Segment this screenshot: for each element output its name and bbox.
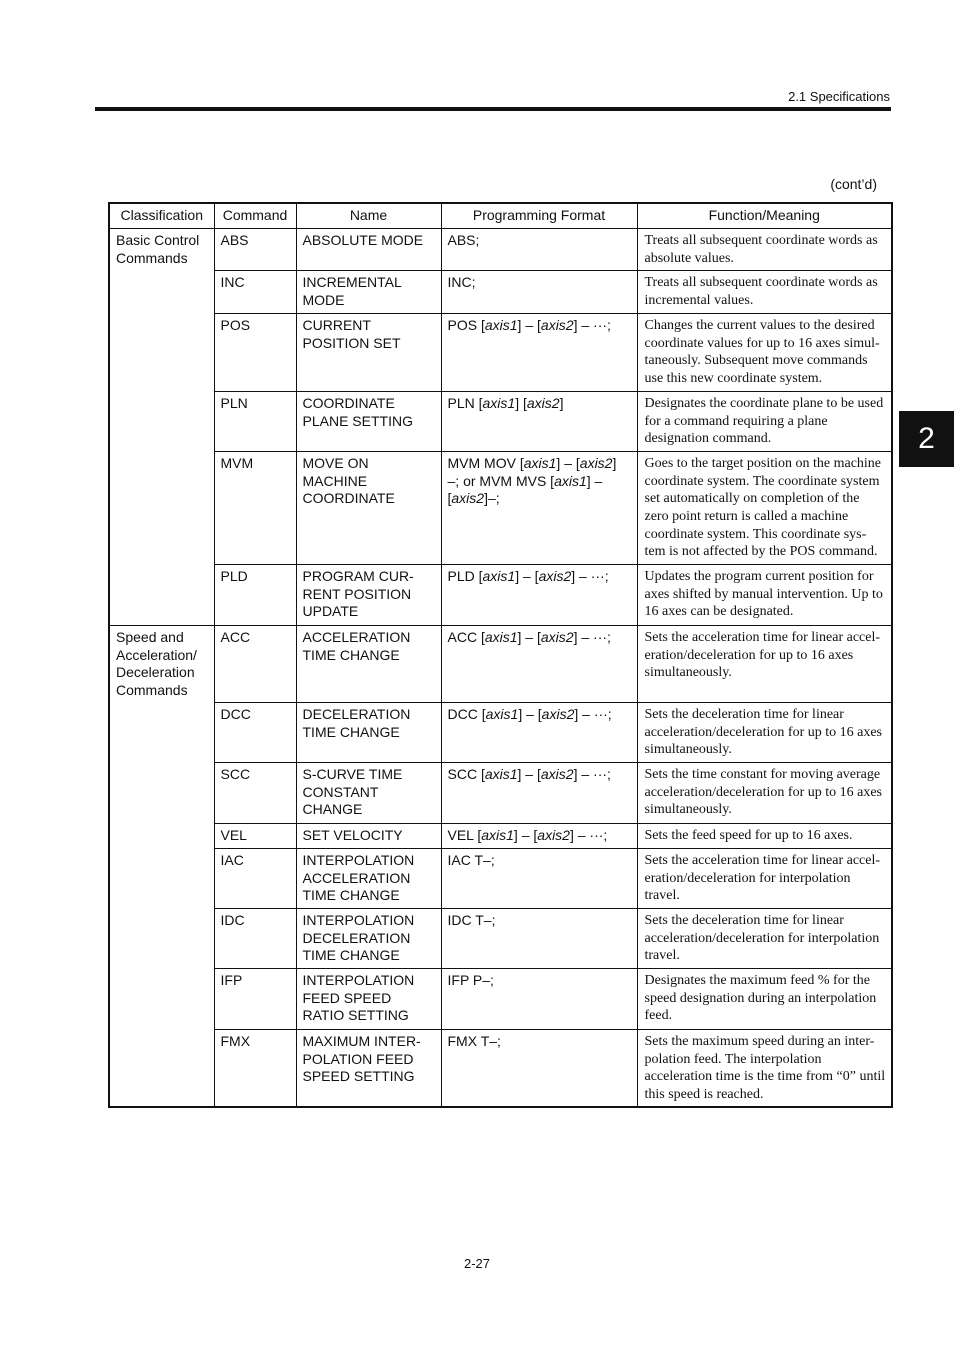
cell-function: Changes the current values to the desired coordinate values for up to 16 axes simul- taneously. Subsequent move commands use this new coordinate system. (637, 314, 892, 392)
table-row (109, 392, 892, 452)
table-row (109, 314, 892, 392)
table-row (109, 969, 892, 1030)
cell-format: IFP P–; (441, 969, 637, 1030)
cell-format: VEL [axis1] – [axis2] – ···; (441, 824, 637, 849)
cell-command: SCC (214, 763, 296, 824)
header-classification: Classification (109, 203, 214, 229)
cell-name: INTERPOLATION DECELERATION TIME CHANGE (296, 909, 441, 969)
cell-name: INTERPOLATION FEED SPEED RATIO SETTING (296, 969, 441, 1030)
cell-format: PLD [axis1] – [axis2] – ···; (441, 565, 637, 626)
table-row (109, 824, 892, 849)
table-row (109, 1030, 892, 1108)
cell-function: Updates the program current position for axes shifted by manual intervention. Up to 16 axes can be designated. (637, 565, 892, 626)
cell-classification (109, 392, 214, 452)
cell-command: ABS (214, 229, 296, 271)
section-header: 2.1 Specifications (788, 89, 890, 104)
cell-name: CURRENT POSITION SET (296, 314, 441, 392)
cell-command: IFP (214, 969, 296, 1030)
cell-format: ABS; (441, 229, 637, 271)
cell-classification (109, 824, 214, 849)
command-table (108, 202, 893, 1108)
continued-label: (cont’d) (830, 176, 877, 192)
header-format: Programming Format (441, 203, 637, 229)
cell-name: ABSOLUTE MODE (296, 229, 441, 271)
table-row (109, 565, 892, 626)
table-row (109, 909, 892, 969)
cell-format: DCC [axis1] – [axis2] – ···; (441, 703, 637, 763)
cell-classification (109, 271, 214, 314)
cell-command: PLD (214, 565, 296, 626)
cell-format: SCC [axis1] – [axis2] – ···; (441, 763, 637, 824)
cell-classification (109, 909, 214, 969)
header-command: Command (214, 203, 296, 229)
table-row (109, 271, 892, 314)
cell-function: Goes to the target position on the machine coordinate system. The coordinate system set automatically on completion of the zero point return is called a machine coordinate system. This coordinate sys- tem is not affected by the POS command. (637, 452, 892, 565)
cell-format: INC; (441, 271, 637, 314)
cell-function: Treats all subsequent coordinate words as absolute values. (637, 229, 892, 271)
cell-command: INC (214, 271, 296, 314)
cell-format: IAC T–; (441, 849, 637, 909)
cell-function: Designates the coordinate plane to be used for a command requiring a plane designation command. (637, 392, 892, 452)
cell-command: PLN (214, 392, 296, 452)
cell-function: Designates the maximum feed % for the speed designation during an interpolation feed. (637, 969, 892, 1030)
table-row (109, 703, 892, 763)
cell-format: IDC T–; (441, 909, 637, 969)
cell-name: SET VELOCITY (296, 824, 441, 849)
cell-classification (109, 703, 214, 763)
table-row (109, 626, 892, 703)
cell-function: Sets the acceleration time for linear accel- eration/deceleration for interpolation travel. (637, 849, 892, 909)
cell-function: Treats all subsequent coordinate words as incremental values. (637, 271, 892, 314)
table-body (109, 229, 892, 1108)
cell-name: INTERPOLATION ACCELERATION TIME CHANGE (296, 849, 441, 909)
table-row (109, 229, 892, 271)
cell-classification (109, 849, 214, 909)
table-header-row (109, 203, 892, 229)
table-row (109, 763, 892, 824)
cell-classification (109, 314, 214, 392)
cell-name: COORDINATE PLANE SETTING (296, 392, 441, 452)
page-number: 2-27 (463, 1256, 491, 1271)
cell-command: POS (214, 314, 296, 392)
cell-classification (109, 1030, 214, 1108)
cell-function: Sets the deceleration time for linear acceleration/deceleration for interpolation travel. (637, 909, 892, 969)
cell-format: ACC [axis1] – [axis2] – ···; (441, 626, 637, 703)
cell-name: DECELERATION TIME CHANGE (296, 703, 441, 763)
cell-classification: Speed and Acceleration/ Deceleration Commands (109, 626, 214, 703)
header-rule (95, 107, 891, 111)
cell-name: S-CURVE TIME CONSTANT CHANGE (296, 763, 441, 824)
cell-classification (109, 452, 214, 565)
cell-function: Sets the feed speed for up to 16 axes. (637, 824, 892, 849)
cell-format: POS [axis1] – [axis2] – ···; (441, 314, 637, 392)
cell-command: IAC (214, 849, 296, 909)
cell-command: DCC (214, 703, 296, 763)
cell-function: Sets the acceleration time for linear accel- eration/deceleration for up to 16 axes simultaneously. (637, 626, 892, 703)
header-function: Function/Meaning (637, 203, 892, 229)
cell-format: FMX T–; (441, 1030, 637, 1108)
cell-classification (109, 969, 214, 1030)
cell-function: Sets the time constant for moving average acceleration/deceleration for up to 16 axes simultaneously. (637, 763, 892, 824)
cell-function: Sets the maximum speed during an inter- polation feed. The interpolation acceleration time is the time from “0” until this speed is reached. (637, 1030, 892, 1108)
cell-name: INCREMENTAL MODE (296, 271, 441, 314)
header-name: Name (296, 203, 441, 229)
cell-name: PROGRAM CUR- RENT POSITION UPDATE (296, 565, 441, 626)
cell-format: PLN [axis1] [axis2] (441, 392, 637, 452)
cell-command: FMX (214, 1030, 296, 1108)
cell-name: MAXIMUM INTER- POLATION FEED SPEED SETTING (296, 1030, 441, 1108)
cell-function: Sets the deceleration time for linear acceleration/deceleration for up to 16 axes simultaneously. (637, 703, 892, 763)
cell-command: ACC (214, 626, 296, 703)
cell-classification: Basic Control Commands (109, 229, 214, 271)
table-row (109, 849, 892, 909)
table-row (109, 452, 892, 565)
cell-name: MOVE ON MACHINE COORDINATE (296, 452, 441, 565)
cell-format: MVM MOV [axis1] – [axis2] –; or MVM MVS [axis1] – [axis2]–; (441, 452, 637, 565)
chapter-tab: 2 (899, 411, 954, 467)
cell-command: IDC (214, 909, 296, 969)
cell-command: MVM (214, 452, 296, 565)
cell-classification (109, 763, 214, 824)
cell-classification (109, 565, 214, 626)
cell-name: ACCELERATION TIME CHANGE (296, 626, 441, 703)
cell-command: VEL (214, 824, 296, 849)
